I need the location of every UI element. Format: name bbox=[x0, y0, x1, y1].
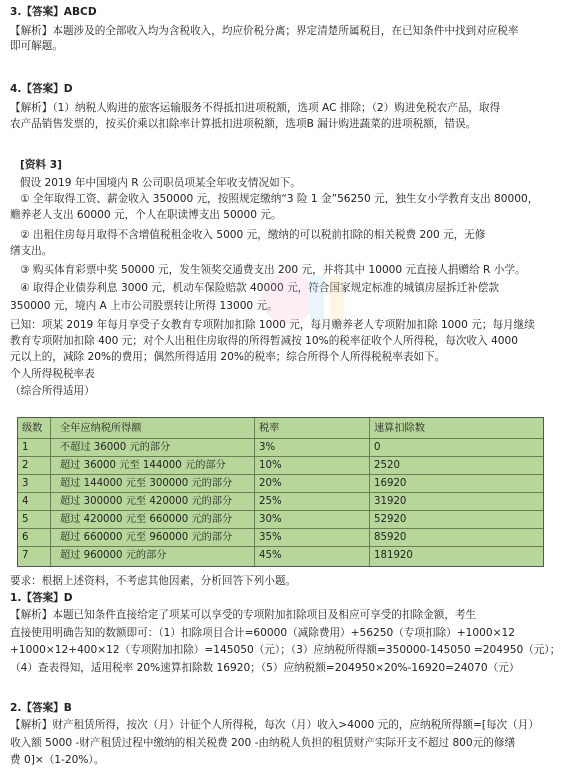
table-cell: 31920 bbox=[374, 496, 407, 507]
table-cell: 超过 300000 元至 420000 元的部分 bbox=[60, 496, 233, 507]
q3-answer: 3.【答案】ABCD bbox=[10, 6, 97, 18]
table-cell: 25% bbox=[259, 496, 282, 507]
a2-analysis-line-3: 费 0]×（1-20%）。 bbox=[10, 754, 105, 766]
a1-analysis-line-3: +1000×12+400×12（专项附加扣除）=145050（元）；（3）应纳税所得额=350000-145050 =204950（元）； bbox=[10, 644, 561, 656]
table-cell: 不超过 36000 元的部分 bbox=[60, 442, 171, 453]
table-header: 全年应纳税所得额 bbox=[60, 423, 142, 434]
material-line: ④ 取得企业债券利息 3000 元，机动车保险赔款 40000 元，符合国家规定标准的城镇房屋拆迁补偿款 bbox=[20, 282, 499, 294]
q3-analysis-line-2: 即可解题。 bbox=[10, 40, 63, 52]
table-cell: 10% bbox=[259, 460, 282, 471]
a2-analysis-line-1: 【解析】财产租赁所得，按次（月）计征个人所得税，每次（月）收入>4000 元的，应纳税所得额=[每次（月） bbox=[10, 719, 539, 731]
table-cell: 7 bbox=[22, 550, 29, 561]
material-line: 元以上的，减除 20%的费用；偶然所得适用 20%的税率；综合所得个人所得税税率表如下。 bbox=[10, 351, 446, 363]
table-cell: 超过 960000 元的部分 bbox=[60, 550, 167, 561]
material-line: 赡养老人支出 60000 元，个人在职读博支出 50000 元。 bbox=[10, 209, 282, 221]
a2-answer: 2.【答案】B bbox=[10, 702, 72, 714]
a1-analysis-line-2: 直接使用明确告知的数额即可：（1）扣除项目合计=60000（减除费用）+56250（专项扣除）+1000×12 bbox=[10, 627, 515, 639]
table-cell: 超过 36000 元至 144000 元的部分 bbox=[60, 460, 226, 471]
table-cell: 超过 144000 元至 300000 元的部分 bbox=[60, 478, 233, 489]
a1-analysis-line-1: 【解析】本题已知条件直接给定了项某可以享受的专项附加扣除项目及相应可享受的扣除金额，考生 bbox=[10, 609, 477, 621]
table-header: 级数 bbox=[22, 423, 43, 434]
material-line: 缮支出。 bbox=[10, 245, 53, 257]
q4-analysis-line-1: 【解析】（1）纳税人购进的旅客运输服务不得抵扣进项税额，选项 AC 排除；（2）购进免税农产品，取得 bbox=[10, 102, 501, 114]
requirement-text: 要求：根据上述资料，不考虑其他因素，分析回答下列小题。 bbox=[10, 575, 297, 587]
a2-analysis-line-2: 收入额 5000 -财产租赁过程中缴纳的相关税费 200 -由纳税人负担的租赁财产实际开支不超过 800元的修缮 bbox=[10, 737, 516, 749]
a1-analysis-line-4: （4）查表得知，适用税率 20%速算扣除数 16920；（5）应纳税额=204950×20%-16920=24070（元） bbox=[10, 662, 520, 674]
table-title: 个人所得税税率表 bbox=[10, 368, 95, 380]
table-cell: 52920 bbox=[374, 514, 407, 525]
material-line: 假设 2019 年中国境内 R 公司职员项某全年收支情况如下。 bbox=[20, 177, 301, 189]
q3-analysis-line-1: 【解析】本题涉及的全部收入均为含税收入，均应价税分离；界定清楚所属税目，在已知条件中找到对应税率 bbox=[10, 25, 519, 37]
q4-analysis-line-2: 农产品销售发票的，按买价乘以扣除率计算抵扣进项税额，选项B 漏计购进蔬菜的进项税额，错误。 bbox=[10, 118, 477, 130]
table-header: 速算扣除数 bbox=[374, 423, 425, 434]
table-cell: 6 bbox=[22, 532, 29, 543]
material-line: 350000 元，境内 A 上市公司股票转让所得 13000 元。 bbox=[10, 300, 278, 312]
watermark-logo bbox=[258, 258, 368, 338]
tax-rate-table bbox=[17, 417, 544, 567]
table-cell: 30% bbox=[259, 514, 282, 525]
table-cell: 2 bbox=[22, 460, 29, 471]
table-cell: 16920 bbox=[374, 478, 407, 489]
material-line: ① 全年取得工资、薪金收入 350000 元，按照规定缴纳“3 险 1 金”56250 元，独生女小学教育支出 80000， bbox=[20, 193, 539, 205]
table-cell: 超过 660000 元至 960000 元的部分 bbox=[60, 532, 233, 543]
material-line: ③ 购买体育彩票中奖 50000 元，发生领奖交通费支出 200 元，并将其中 10000 元直接人捐赠给 R 小学。 bbox=[20, 264, 526, 276]
table-cell: 4 bbox=[22, 496, 29, 507]
material-line: 已知：项某 2019 年每月享受子女教育专项附加扣除 1000 元，每月赡养老人专项附加扣除 1000 元；每月继续 bbox=[10, 319, 535, 331]
material-title: [资料 3] bbox=[20, 159, 62, 171]
material-line: 教育专项附加扣除 400 元；对个人出租住房取得的所得暂减按 10%的税率征收个人所得税，每次收入 4000 bbox=[10, 335, 518, 347]
table-cell: 45% bbox=[259, 550, 282, 561]
table-cell: 1 bbox=[22, 442, 29, 453]
a1-answer: 1.【答案】D bbox=[10, 592, 73, 604]
table-cell: 2520 bbox=[374, 460, 400, 471]
table-cell: 35% bbox=[259, 532, 282, 543]
table-cell: 0 bbox=[374, 442, 381, 453]
q4-answer: 4.【答案】D bbox=[10, 83, 73, 95]
table-cell: 85920 bbox=[374, 532, 407, 543]
material-line: ② 出租住房每月取得不含增值税租金收入 5000 元，缴纳的可以税前扣除的相关税费 200 元，无修 bbox=[20, 229, 486, 241]
table-cell: 3 bbox=[22, 478, 29, 489]
table-cell: 20% bbox=[259, 478, 282, 489]
table-cell: 3% bbox=[259, 442, 276, 453]
table-header: 税率 bbox=[259, 423, 280, 434]
table-cell: 181920 bbox=[374, 550, 413, 561]
table-subtitle: （综合所得适用） bbox=[10, 385, 95, 397]
table-cell: 超过 420000 元至 660000 元的部分 bbox=[60, 514, 233, 525]
table-cell: 5 bbox=[22, 514, 29, 525]
